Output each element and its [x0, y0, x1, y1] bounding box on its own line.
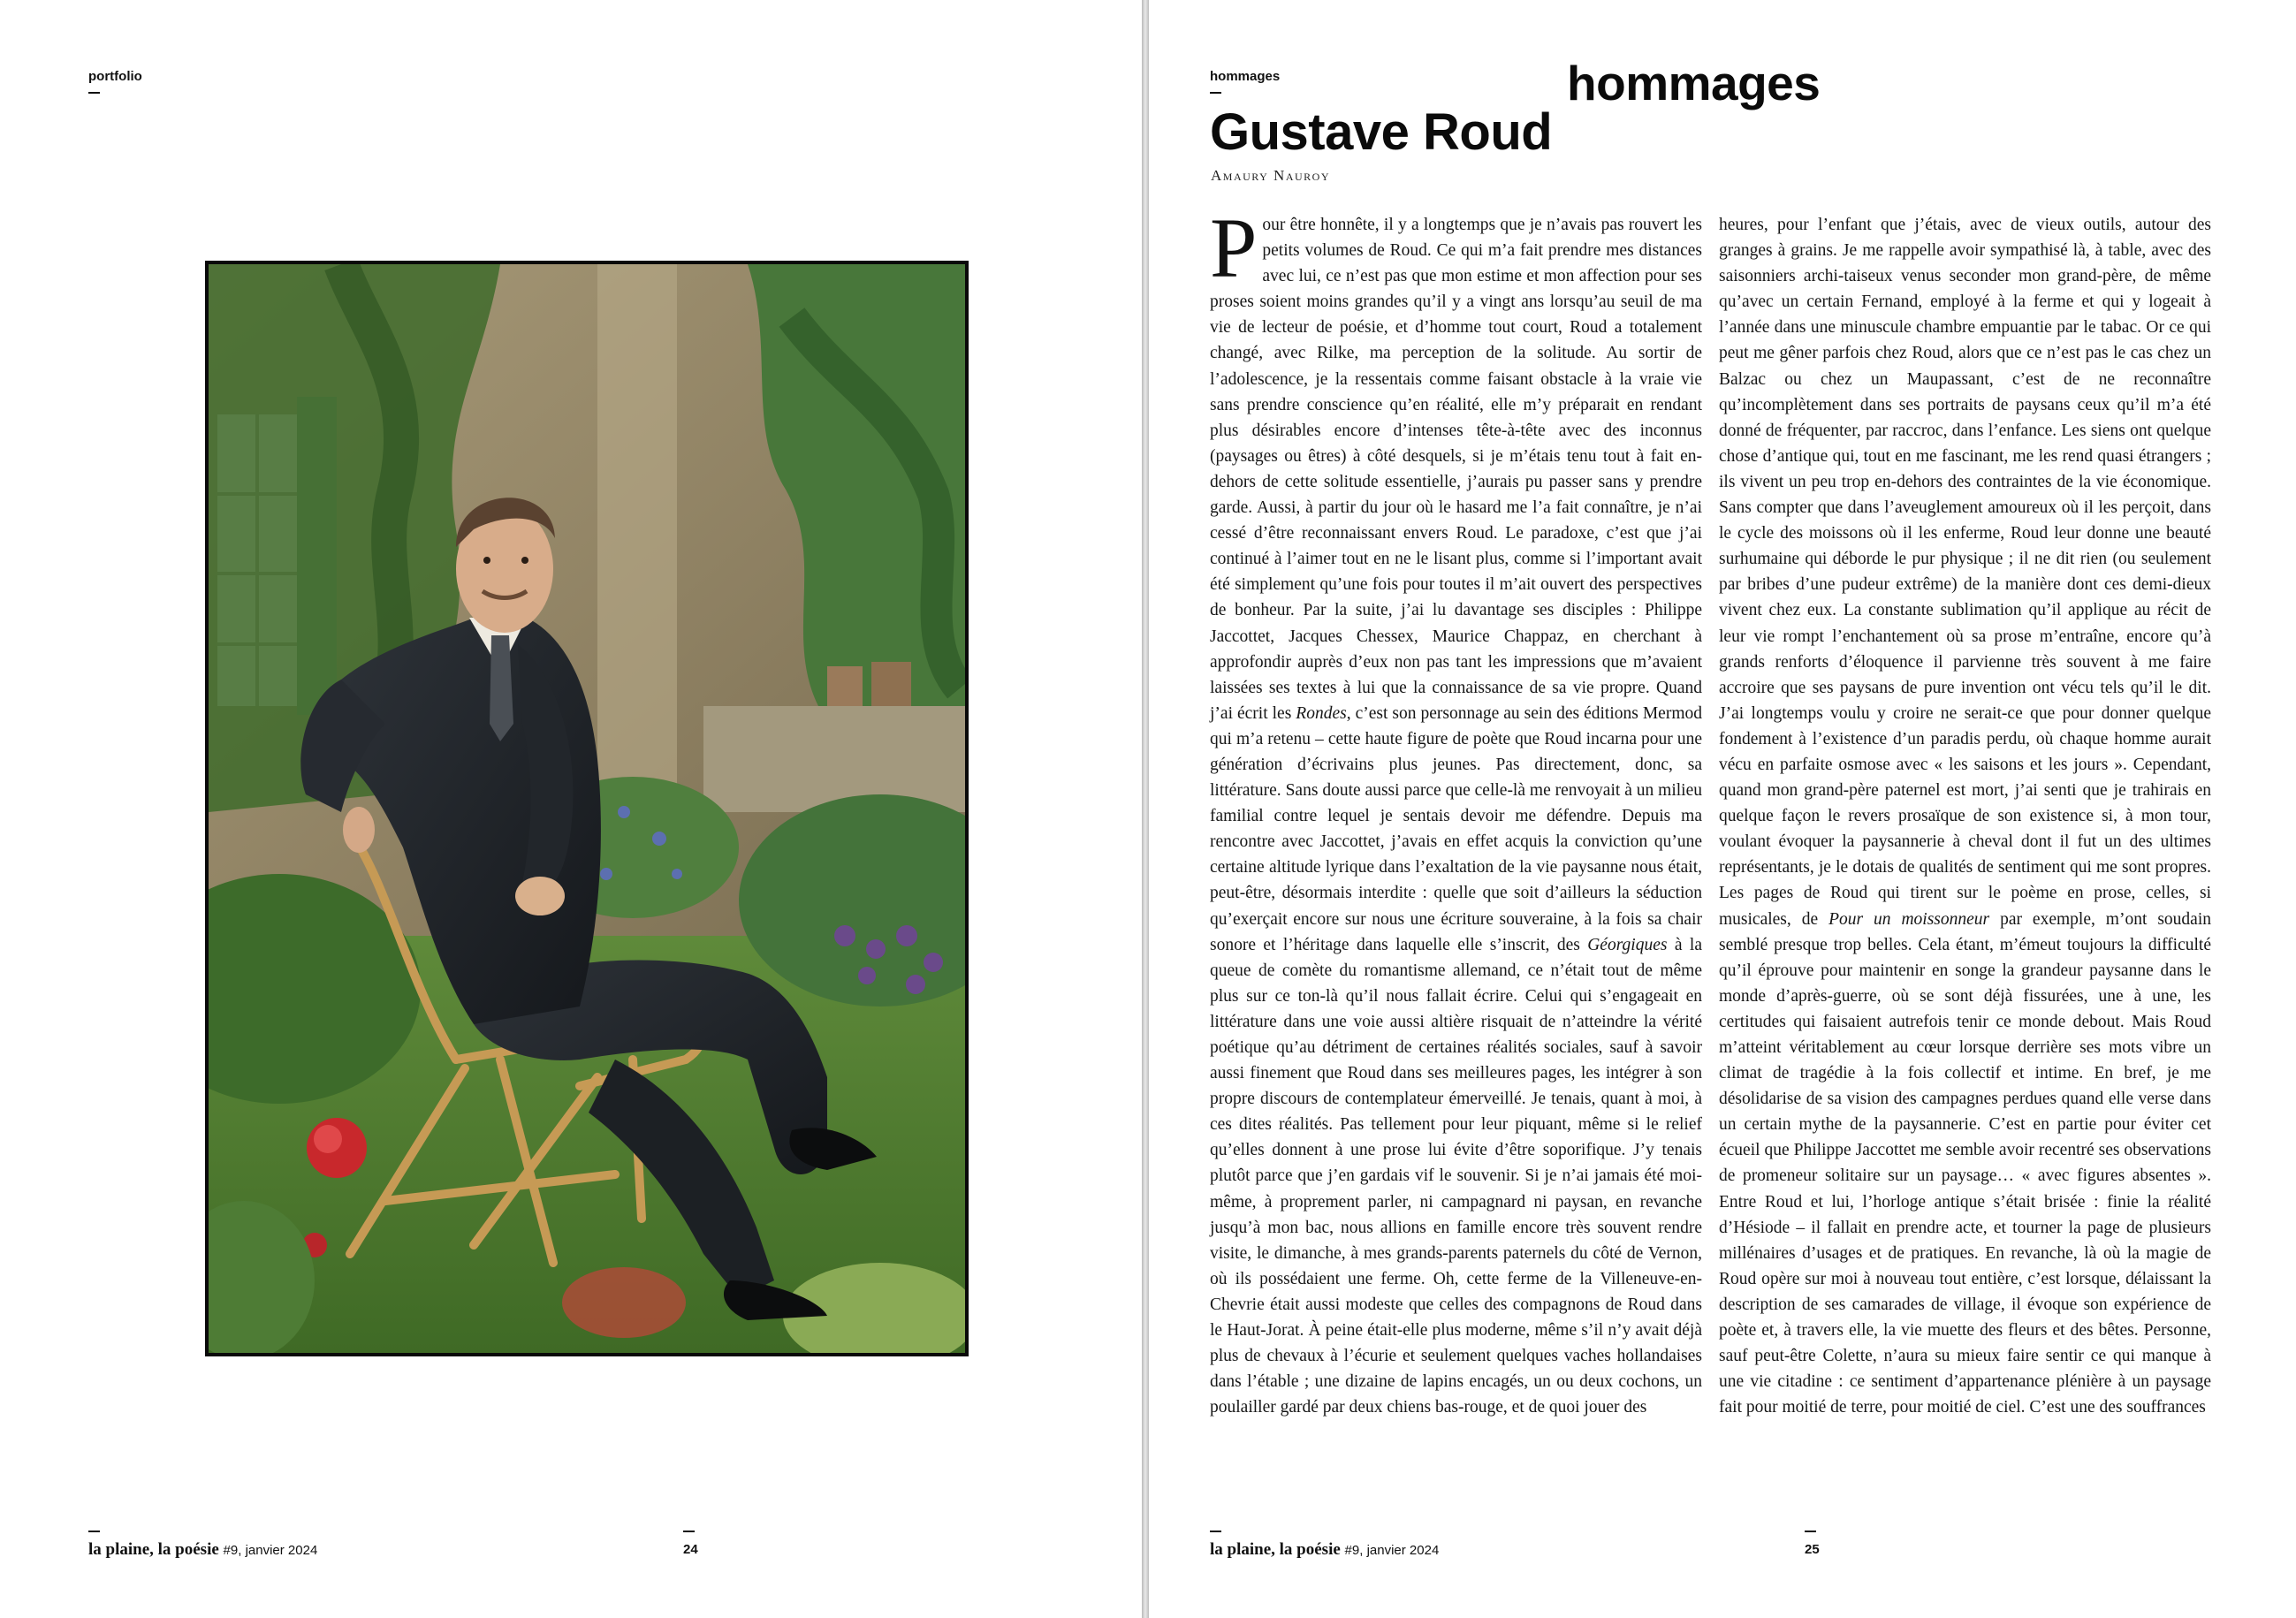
section-heading: hommages — [1567, 56, 1821, 110]
portrait-photo — [205, 261, 969, 1356]
book-title: Géorgiques — [1587, 935, 1668, 954]
book-title: Rondes — [1296, 703, 1347, 723]
article-column-1 — [1210, 201, 1702, 1420]
paragraph-text: heures, pour l’enfant que j’étais, avec de vieux outils, autour des granges à grains. Je me rappelle avoir sympathisé là, à table, avec des saisonniers archi-taiseux venus seconder mon grand-père, de même qu’avec un certain Fernand, employé à la ferme et qui y logeait à l’année dans une minuscule chambre empuantie par le tabac. Or ce qui peut me gêner parfois chez Roud, alors que ce n’est pas le cas chez un Balzac ou chez un Maupassant, c’est de ne reconnaître qu’incomplètement dans ses portraits de paysans ceux qu’il m’a été donné de fréquenter, par raccroc, dans l’enfance. Les siens ont quelque chose d’antique qui, tout en me fascinant, me les rend quasi étrangers ; ils vivent un peu trop en-dehors des contraintes de la vie économique. Sans compter que dans l’aveuglement amoureux où il les perçoit, dans le cycle des moissons où il les enferme, Roud leur donne une beauté surhumaine qui déborde le pur physique ; il ne dit rien (ou seulement par bribes d’une pudeur extrême) de la manière dont ces demi-dieux vivent chez eux. La constante sublimation qu’il applique au récit de leur vie rompt l’enchantement où sa prose m’entraîne, encore qu’à grands renforts d’éloquence il parvienne très souvent à me faire accroire que ses paysans de pure invention ont vécu tels qu’il le dit. J’ai longtemps voulu y croire ne serait-ce que pour donner quelque fondement à l’existence d’un paradis perdu, où chaque homme aurait vécu en parfaite osmose avec « les saisons et les jours ». Cependant, quand mon grand-père paternel est mort, j’ai senti que je trahirais en quelque façon le revers prosaïque de son existence si, à mon tour, voulant évoquer la paysannerie à cheval dont il fut un des ultimes représentants, je le dotais de qualités de sentiment qui me sont propres. Les pages de Roud qui tirent sur le poème en prose, celles, si musicales, de — [1719, 216, 2211, 929]
footer-publication — [1210, 1540, 1439, 1560]
issue-info: #9, janvier 2024 — [223, 1543, 318, 1558]
drop-cap: P — [1210, 201, 1258, 295]
page-number: 24 — [683, 1542, 698, 1557]
book-gutter — [1142, 0, 1149, 1618]
paragraph-text: , c’est son personnage au sein des éditions Mermod qui m’a retenu – cette haute figure de poète que Roud incarna pour une génération d’écrivains plus jeunes. Pas directement, donc, sa littérature. Sans doute aussi parce que celle-là me renvoyait à un milieu familial contre lequel je sentais devoir me défendre. Depuis ma rencontre avec Jaccottet, j’avais en effet acquis la conviction qu’une certaine altitude lyrique dans l’exaltation de la vie paysanne nous était, peut-être, désormais interdite : quelle que soit d’ailleurs la séduction qu’exerçait encore sur nous une écriture souveraine, à la fois sa chair sonore et l’héritage dans laquelle elle s’inscrit, des — [1210, 703, 1702, 954]
section-label: portfolio — [88, 69, 142, 84]
footer-rule — [1210, 1531, 1221, 1532]
page-number-rule — [683, 1531, 695, 1532]
paragraph-text: par exemple, m’ont soudain semblé presque trop belles. Cela étant, m’émeut toujours la difficulté qu’il éprouve pour maintenir en songe la grandeur paysanne dans le monde d’après-guerre, où se sont déjà fissurées, une à une, les certitudes qui faisaient autrefois tenir ce monde debout. Mais Roud m’atteint véritablement au cœur lorsque derrière ses mots vibre un climat de tragédie à la fois collectif et intime. En bref, je me désolidarise de sa vision des campagnes perdues quand elle verse dans un certain mythe de la paysannerie. C’est en partie pour éviter cet écueil que Philippe Jaccottet me semble avoir recentré ses observations de promeneur solitaire sur un paysage… « avec figures absentes ». Entre Roud et lui, l’horloge antique s’était brisée : finie la réalité d’Hésiode – il fallait en prendre acte, et tourner la page de plusieurs millénaires d’usages et de pratiques. En revanche, là où la magie de Roud opère sur moi à nouveau tout entière, c’est lorsque, délaissant la description de ses camarades de village, il évoque son expérience de poète et, à travers elle, la vie muette des fleurs et des bêtes. Personne, sauf peut-être Colette, n’aura su mieux faire sentir ce qui manque à une vie citadine : ce sentiment d’appartenance plénière à un paysage fait pour moitié de terre, pour moitié de ciel. C’est une des souffrances — [1719, 909, 2211, 1417]
right-page — [1149, 0, 2296, 1618]
section-label: hommages — [1210, 69, 1281, 84]
footer-publication — [88, 1540, 317, 1560]
paragraph-text: à la queue de comète du romantisme allemand, ce n’était tout de même plus sur ce ton-là qu’il nous fallait écrire. Celui qui s’engageait en littérature dans une voie aussi altière risquait de n’atteindre la vérité poétique qu’au détriment de certaines réalités sociales, sauf à savoir aussi finement que Roud dans ses meilleures pages, les intégrer à son propre discours de contemplateur émerveillé. Je tenais, quant à moi, à ces dites réalités. Pas tellement pour leur piquant, même si le relief qu’elles donnent à une prose lui évite d’être soporifique. J’y tenais plutôt parce que j’en gardais vif le souvenir. Si je n’ai jamais été moi-même, à proprement parler, ni campagnard ni paysan, en revanche jusqu’à mon bac, nous allions en famille encore très souvent rendre visite, le dimanche, à mes grands-parents paternels du côté de Vernon, où ils possédaient une ferme. Oh, cette ferme de la Villeneuve-en-Chevrie était aussi modeste que celles des compagnons de Roud dans le Haut-Jorat. À peine était-elle plus moderne, même s’il n’y avait déjà plus de chevaux à l’écurie et seulement quelques vaches hollandaises dans l’étable ; une dizaine de lapins encagés, un ou deux cochons, un poulailler gardé par deux chiens bas-rouge, et de quoi jouer des — [1210, 935, 1702, 1417]
paragraph-text: our être honnête, il y a longtemps que je n’avais pas rouvert les petits volumes de Roud. Ce qui m’a fait prendre mes distances avec lui, ce n’est pas que mon estime et mon affection pour ses proses soient moins grandes qu’il y a vingt ans lorsqu’au seuil de ma vie de lecteur de poésie, et d’homme tout court, Roud a totalement changé, avec Rilke, ma perception de la solitude. Au sortir de l’adolescence, je la ressentais comme faisant obstacle à la vraie vie sans prendre conscience qu’en réalité, elle m’y préparait en rendant plus désirables encore d’intenses tête-à-tête avec des inconnus (paysages ou êtres) à côté desquels, si je m’étais tenu tout à fait en-dehors de cette solitude essentielle, j’aurais pu passer sans y prendre garde. Aussi, à partir du jour où le hasard me l’a fait connaître, je n’ai cessé d’être reconnaissant envers Roud. Le paradoxe, c’est que j’ai continué à l’aimer tout en ne le lisant plus, comme si l’important avait été simplement qu’une fois pour toutes il m’ait ouvert des perspectives de bonheur. Par la suite, j’ai lu davantage ses disciples : Philippe Jaccottet, Jacques Chessex, Maurice Chappaz, en cherchant à approfondir auprès d’eux non pas tant les impressions que m’avaient laissées ses textes à lui que la connaissance de sa vie propre. Quand j’ai écrit les — [1210, 216, 1702, 723]
article-column-2 — [1719, 212, 2211, 1420]
page-number-rule — [1805, 1531, 1816, 1532]
page-number: 25 — [1805, 1542, 1820, 1557]
portrait-illustration — [209, 264, 965, 1353]
book-title: Pour un moissonneur — [1828, 909, 1990, 929]
publication-name: la plaine, la poésie — [1210, 1540, 1341, 1559]
publication-name: la plaine, la poésie — [88, 1540, 219, 1559]
footer-rule — [88, 1531, 100, 1532]
article-author: Amaury Nauroy — [1211, 167, 1330, 184]
article-title: Gustave Roud — [1210, 103, 1553, 161]
issue-info: #9, janvier 2024 — [1344, 1543, 1440, 1558]
left-page — [0, 0, 1142, 1618]
